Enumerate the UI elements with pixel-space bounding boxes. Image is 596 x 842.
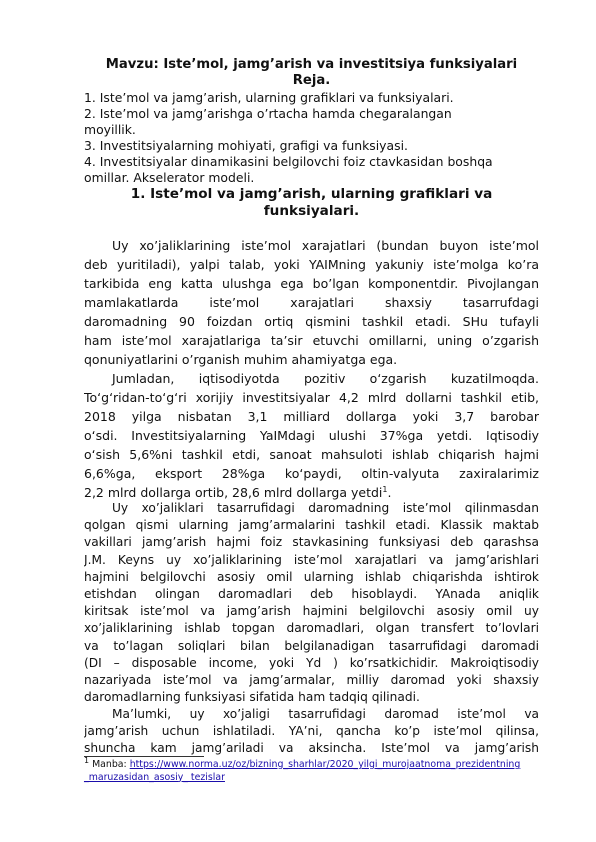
footnote-reference[interactable]: 1	[382, 484, 388, 494]
text-line: kiritsak iste’mol va jamg’arish hajmini belgilovchi asosiy omil uy	[84, 604, 539, 619]
text-line: o‘sdi. Investitsiyalarning YaIMdagi ulushi 37%ga yetdi. Iqtisodiy	[84, 428, 539, 443]
text-line: (DI – disposable income, yoki Yd ) ko’rsatkichidir. Makroiqtisodiy	[84, 655, 539, 670]
footnote-line	[84, 755, 544, 772]
text-line: deb yuritiladi), yalpi talab, yoki YAIMning yakuniy iste’molga ko’ra	[84, 257, 539, 272]
text-line: daromadning 90 foizdan ortiq qismini tashkil etadi. SHu tufayli	[84, 314, 539, 329]
document-title: Mavzu: Iste’mol, jamg’arish va investitsiya funksiyalari	[105, 57, 518, 72]
section-heading-line: 1. Iste’mol va jamg’arish, ularning grafiklari va	[130, 186, 493, 202]
footnote-number: 1	[84, 755, 90, 765]
text-line: hajmini belgilovchi asosiy omil ularning ishlab chiqarishda ishtirok	[84, 569, 539, 584]
text-line: tarkibida eng katta ulushga ega bo’lgan komponentdir. Pivojlangan	[84, 276, 539, 291]
text-line: va to’lagan soliqlari bilan belgilanadigan tasarrufidagi daromadi	[84, 638, 539, 653]
paragraph-2	[84, 369, 539, 502]
text-line: o‘sish 5,6%ni tashkil etdi, sanoat mahsuloti ishlab chiqarish hajmi	[84, 447, 539, 462]
plan-item: omillar. Akselerator modeli.	[84, 170, 255, 185]
text-line: etishdan olingan daromadlari deb hisoblaydi. YAnada aniqlik	[84, 586, 539, 601]
text-line: J.M. Keyns uy xo’jaliklarining iste’mol xarajatlari va jamg’arishlari	[84, 552, 539, 567]
plan-item: 2. Iste’mol va jamg’arishga o’rtacha hamda chegaralangan	[84, 106, 452, 121]
footnote-line	[84, 772, 544, 785]
text-line: shuncha kam jamg’ariladi va aksincha. Iste’mol va jamg’arish	[84, 741, 539, 756]
text-line: daromadlarning funksiyasi sifatida ham tadqiq qilinadi.	[84, 690, 420, 705]
text-line: Uy xo’jaliklarining iste’mol xarajatlari (bundan buyon iste’mol	[112, 238, 539, 253]
text-line: nazariyada iste’mol va jamg’armalar, milliy daromad yoki shaxsiy	[84, 672, 539, 687]
footnote-prefix: Manba:	[89, 759, 130, 770]
section-heading-line: funksiyalari.	[263, 203, 360, 219]
text-line: qonuniyatlarini o’rganish muhim ahamiyatga ega.	[84, 352, 398, 367]
footnote-link[interactable]: https://www.norma.uz/oz/bizning_sharhlar/2020_yilgi_murojaatnoma_prezidentning	[129, 759, 521, 770]
text-line: jamg’arish uchun ishlatiladi. YA’ni, qancha ko’p iste’mol qilinsa,	[84, 724, 539, 739]
text-line: To‘g‘ridan-to‘g‘ri xorijiy investitsiyalar 4,2 mlrd dollarni tashkil etib,	[84, 390, 539, 405]
text-line: 6,6%ga, eksport 28%ga ko‘paydi, oltin-valyuta zaxiralarimiz	[84, 466, 539, 481]
footnote-link-continuation[interactable]: _maruzasidan_asosiy_ tezislar	[84, 771, 225, 783]
paragraph-4	[84, 706, 539, 758]
footnote	[84, 755, 544, 784]
text-line: mamlakatlarda iste’mol xarajatlari shaxsiy tasarrufdagi	[84, 295, 539, 310]
text-line: Jumladan, iqtisodiyotda pozitiv o‘zgarish kuzatilmoqda.	[112, 371, 539, 386]
paragraph-1	[84, 236, 539, 369]
text-line: qolgan qismi ularning jamg’armalarini tashkil etadi. Klassik maktab	[84, 518, 539, 533]
text-line: xo’jaliklarining ishlab topgan daromadlari, olgan transfert to’lovlari	[84, 621, 539, 636]
sentence-end: .	[387, 485, 392, 500]
paragraph-3	[84, 500, 539, 706]
text-line: 2,2 mlrd dollarga ortib, 28,6 mlrd dollarga yetdi	[84, 485, 383, 500]
plan-item: 1. Iste’mol va jamg’arish, ularning grafiklari va funksiyalari.	[84, 90, 454, 105]
footnote-separator	[84, 756, 204, 757]
text-line: ham iste’mol xarajatlariga ta’sir etuvchi omillarni, uning o’zgarish	[84, 333, 539, 348]
plan-item: 4. Investitsiyalar dinamikasini belgilovchi foiz ctavkasidan boshqa	[84, 154, 493, 169]
plan-item: 3. Investitsiyalarning mohiyati, grafigi va funksiyasi.	[84, 138, 408, 153]
plan-item: moyillik.	[84, 122, 136, 137]
text-line: vakillari jamg’arish hajmi foiz stavkasining funksiyasi deb qarashsa	[84, 535, 539, 550]
text-line: Uy xo’jaliklari tasarrufidagi daromadning iste’mol qilinmasdan	[112, 501, 539, 515]
plan-label: Reja.	[292, 73, 331, 88]
text-line: Ma’lumki, uy xo’jaligi tasarrufidagi daromad iste’mol va	[112, 707, 539, 721]
text-line: 2018 yilga nisbatan 3,1 milliard dollarga yoki 3,7 barobar	[84, 409, 539, 424]
